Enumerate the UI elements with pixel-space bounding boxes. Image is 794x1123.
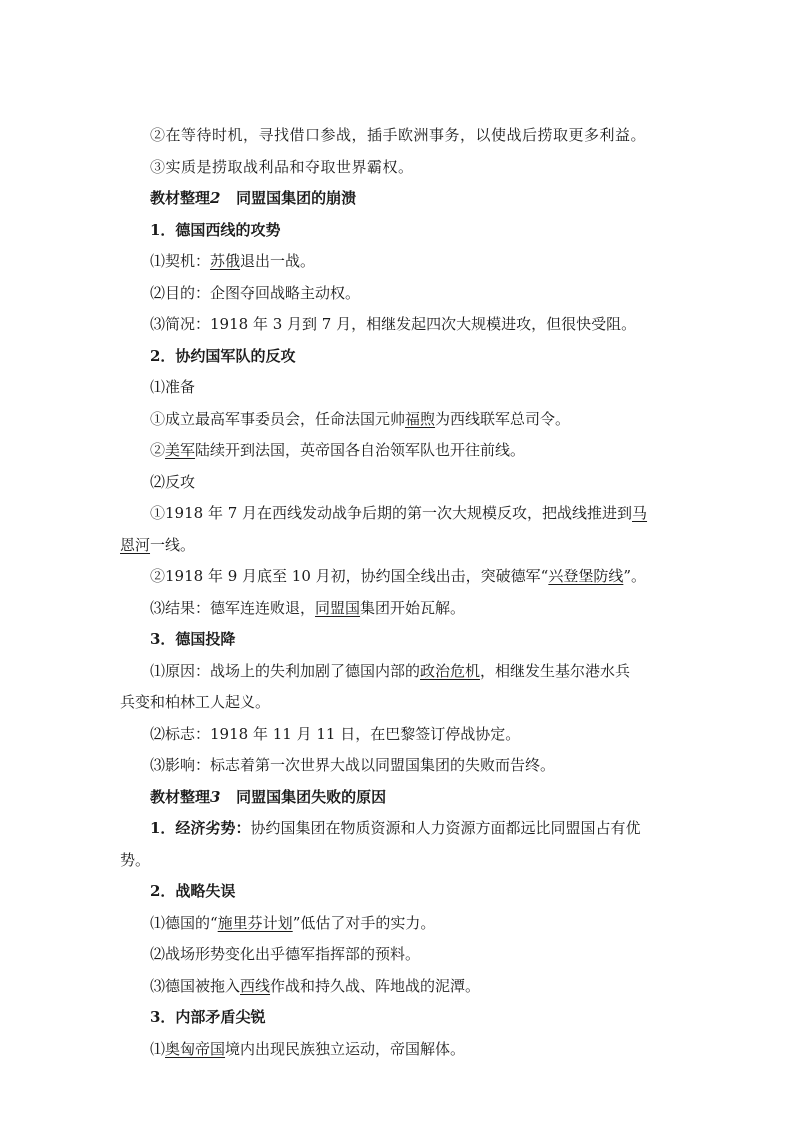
text-span: 集团开始瓦解。 — [360, 598, 466, 617]
text-line — [120, 498, 680, 530]
section-title: 同盟国集团的崩溃 — [236, 189, 357, 207]
text-line: ⑶影响：标志着第一次世界大战以同盟国集团的失败而告终。 — [150, 756, 556, 774]
text-span: ”。 — [623, 567, 647, 585]
text-line — [120, 246, 680, 278]
text-span: 陆续开到法国，英帝国各自治领军队也开往前线。 — [195, 441, 526, 459]
text-line — [120, 1034, 680, 1066]
text-span: ②1918 年 9 月底至 10 月初，协约国全线出击，突破德军“ — [150, 567, 549, 585]
text-line — [120, 561, 680, 593]
section-prefix: 教材整理 — [150, 189, 211, 207]
text-span: 协约国集团在物质资源和人力资源方面都远比同盟国占有优 — [250, 819, 641, 837]
text-line — [120, 813, 680, 845]
subheading: 3．内部矛盾尖锐 — [150, 1008, 266, 1026]
text-line — [120, 530, 680, 562]
underlined-term: 兴登堡防线 — [548, 567, 624, 585]
document-body — [120, 120, 680, 1065]
underlined-term: 美军 — [165, 441, 196, 459]
text-span: 为西线联军总司令。 — [435, 409, 571, 428]
text-span: 一线。 — [150, 535, 196, 554]
underlined-term: 同盟国 — [315, 598, 361, 617]
text-line: 兵变和柏林工人起义。 — [120, 693, 271, 711]
subheading-inline: 1．经济劣势： — [150, 819, 251, 837]
subheading: 2．协约国军队的反攻 — [150, 346, 296, 365]
text-line — [120, 908, 680, 940]
text-line — [120, 435, 680, 467]
section-heading — [120, 782, 680, 814]
text-span: ⑶德国被拖入 — [150, 976, 241, 995]
text-span: ⑶结果：德军连连败退， — [150, 598, 316, 617]
subheading: 2．战略失误 — [150, 882, 236, 900]
text-span: ⑴契机： — [150, 252, 211, 270]
text-line: ③实质是捞取战利品和夺取世界霸权。 — [150, 157, 414, 176]
section-prefix: 教材整理 — [150, 787, 211, 806]
text-span: 退出一战。 — [240, 252, 316, 270]
section-heading — [120, 183, 680, 215]
text-span: ⑴原因：战场上的失利加剧了德国内部的 — [150, 661, 421, 680]
section-number: 2 — [210, 189, 221, 207]
underlined-term: 福煦 — [405, 409, 436, 428]
underlined-term: 马 — [632, 504, 648, 522]
text-line: ⑵目的：企图夺回战略主动权。 — [150, 283, 361, 302]
subheading: 3．德国投降 — [150, 630, 236, 648]
text-span: ，相继发生基尔港水兵 — [480, 661, 631, 680]
text-line: ⑵战场形势变化出乎德军指挥部的预料。 — [150, 945, 421, 963]
section-title: 同盟国集团失败的原因 — [236, 787, 387, 806]
text-line: ⑶简况：1918 年 3 月到 7 月，相继发起四次大规模进攻，但很快受阻。 — [150, 315, 637, 333]
section-number: 3 — [210, 787, 221, 806]
underlined-term: 恩河 — [120, 535, 151, 554]
underlined-term: 政治危机 — [420, 661, 481, 680]
underlined-term: 施里芬计划 — [217, 913, 293, 932]
text-line — [120, 656, 680, 688]
text-span: ② — [150, 441, 166, 459]
text-span: ⑴德国的“ — [150, 913, 218, 932]
text-line — [120, 971, 680, 1003]
text-line: ⑴准备 — [150, 378, 196, 396]
underlined-term: 苏俄 — [210, 252, 241, 270]
text-line: ⑵反攻 — [150, 472, 196, 491]
text-span: ⑴ — [150, 1039, 166, 1058]
text-line: ⑵标志：1918 年 11 月 11 日，在巴黎签订停战协定。 — [150, 724, 521, 743]
text-span: ①成立最高军事委员会，任命法国元帅 — [150, 409, 406, 428]
subheading: 1．德国西线的攻势 — [150, 220, 281, 239]
underlined-term: 奥匈帝国 — [165, 1039, 226, 1058]
underlined-term: 西线 — [240, 976, 271, 995]
text-span: ①1918 年 7 月在西线发动战争后期的第一次大规模反攻，把战线推进到 — [150, 504, 633, 522]
text-span: ”低估了对手的实力。 — [292, 913, 436, 932]
text-span: 作战和持久战、阵地战的泥潭。 — [270, 976, 481, 995]
text-span: 境内出现民族独立运动，帝国解体。 — [225, 1039, 466, 1058]
text-line — [120, 404, 680, 436]
text-line: 势。 — [120, 850, 151, 869]
text-line — [120, 593, 680, 625]
text-line: ②在等待时机，寻找借口参战，插手欧洲事务，以使战后捞取更多利益。 — [150, 126, 647, 144]
